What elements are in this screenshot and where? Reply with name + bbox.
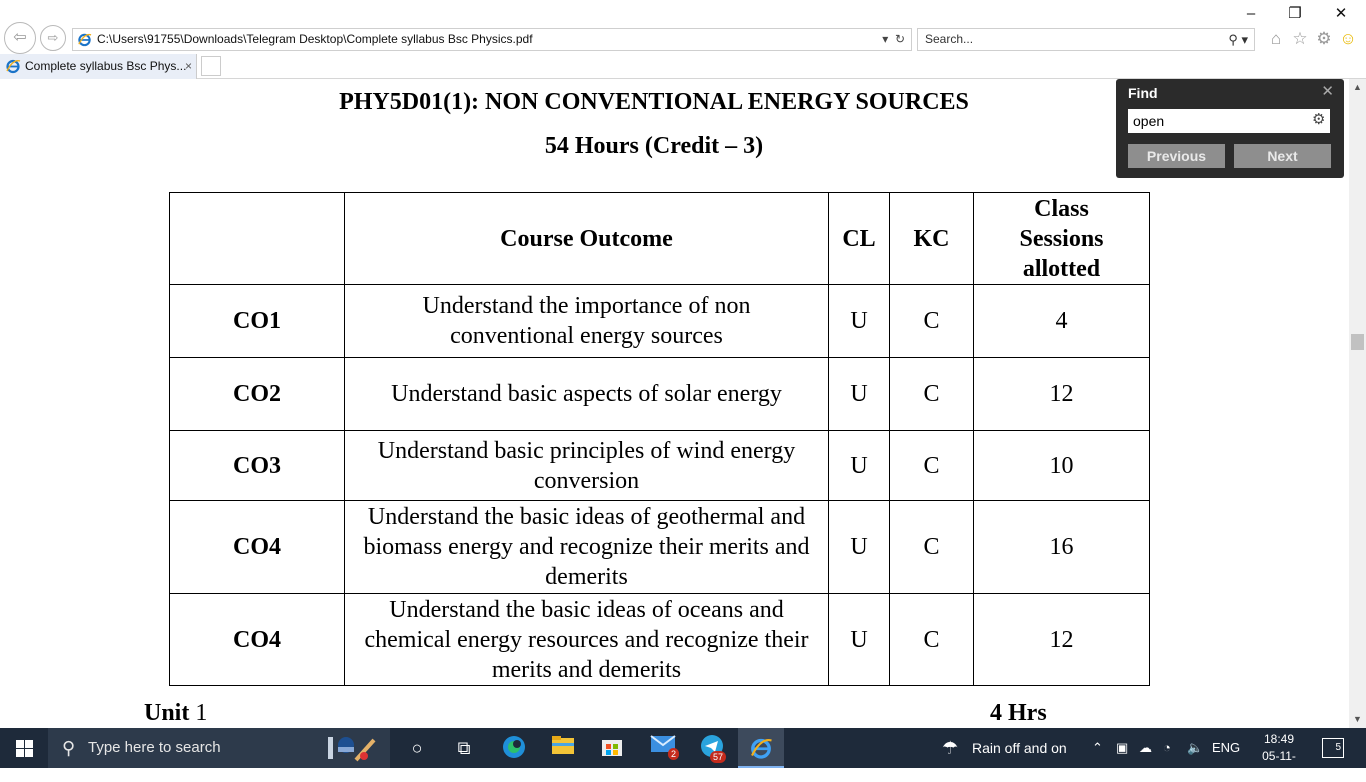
kc-cell: C (890, 358, 974, 431)
clock[interactable] (1250, 731, 1308, 782)
mail-badge: 2 (668, 748, 679, 760)
table-header-row (170, 193, 1150, 285)
internet-explorer-icon (749, 736, 773, 760)
scroll-down-icon[interactable]: ▼ (1353, 714, 1362, 724)
find-input[interactable] (1128, 109, 1330, 133)
sessions-cell: 4 (974, 285, 1150, 358)
kc-cell: C (890, 501, 974, 594)
outcome-cell: Understand basic aspects of solar energy (345, 358, 829, 431)
outcome-cell: Understand the basic ideas of geothermal and biomass energy and recognize their merits and demerits (345, 501, 829, 594)
dropdown-icon[interactable]: ▾ (882, 32, 889, 46)
kc-cell: C (890, 431, 974, 501)
file-explorer-icon[interactable] (549, 734, 577, 762)
cricket-search-highlight-icon (322, 734, 376, 762)
start-button[interactable] (0, 728, 48, 768)
taskbar-search-box[interactable] (48, 728, 390, 768)
unit-hours: 4 Hrs (990, 700, 1047, 726)
forward-button[interactable] (40, 25, 66, 51)
sessions-cell: 16 (974, 501, 1150, 594)
find-panel (1116, 79, 1344, 178)
co-id-cell: CO1 (170, 285, 345, 358)
scroll-up-icon[interactable]: ▲ (1353, 82, 1362, 92)
scroll-thumb[interactable] (1351, 334, 1364, 350)
co-id-cell: CO3 (170, 431, 345, 501)
weather-text: Rain off and on (972, 740, 1067, 756)
table-header: KC (890, 193, 974, 285)
microsoft-store-icon[interactable] (598, 734, 626, 762)
outcome-cell: Understand the importance of non conventional energy sources (345, 285, 829, 358)
cl-cell: U (829, 431, 890, 501)
cl-cell: U (829, 594, 890, 686)
unit-word: Unit (144, 700, 190, 726)
favorites-star-icon[interactable]: ☆ (1292, 29, 1308, 48)
tab-bar (0, 54, 1366, 79)
find-options-gear-icon[interactable]: ⚙ (1312, 111, 1326, 128)
kc-cell: C (890, 285, 974, 358)
find-previous-button[interactable]: Previous (1128, 144, 1225, 168)
find-close-icon[interactable]: ✕ (1321, 83, 1334, 100)
internet-explorer-taskbar-button[interactable] (738, 728, 784, 768)
co-id-cell: CO2 (170, 358, 345, 431)
document-title: PHY5D01(1): NON CONVENTIONAL ENERGY SOURCES (339, 89, 969, 115)
tab-title: Complete syllabus Bsc Phys... (25, 59, 187, 73)
address-bar[interactable] (72, 28, 912, 51)
find-title: Find (1128, 85, 1158, 101)
sessions-cell: 12 (974, 358, 1150, 431)
unit-number: 1 (195, 700, 208, 726)
table-header (170, 193, 345, 285)
search-dropdown-icon[interactable]: ▾ (1241, 32, 1248, 47)
restore-button[interactable]: ❐ (1288, 5, 1302, 22)
cortana-icon[interactable]: ○ (411, 738, 423, 758)
table-row (170, 594, 1150, 686)
search-icon[interactable]: ⚲ (1228, 32, 1238, 47)
tab-pdf[interactable] (0, 54, 197, 79)
new-tab-button[interactable] (201, 56, 221, 76)
table-row (170, 431, 1150, 501)
back-button[interactable] (4, 22, 36, 54)
mail-icon[interactable] (649, 734, 677, 762)
ie-tab-icon (5, 58, 21, 74)
taskbar-search-placeholder: Type here to search (88, 739, 221, 756)
task-view-icon[interactable]: ⧉ (457, 738, 471, 758)
weather-widget[interactable] (942, 728, 1067, 768)
arrow-left-icon: ⇦ (13, 29, 27, 46)
search-box[interactable] (917, 28, 1255, 51)
tab-close-icon[interactable]: × (184, 59, 192, 73)
feedback-smiley-icon[interactable]: ☺ (1339, 29, 1357, 48)
document-subtitle: 54 Hours (Credit – 3) (544, 133, 764, 159)
co-id-cell: CO4 (170, 501, 345, 594)
arrow-right-icon: ⇨ (47, 30, 59, 45)
notification-count: 5 (1335, 742, 1341, 753)
sessions-cell: 10 (974, 431, 1150, 501)
cl-cell: U (829, 501, 890, 594)
outcome-cell: Understand basic principles of wind energy conversion (345, 431, 829, 501)
settings-gear-icon[interactable]: ⚙ (1316, 29, 1332, 48)
table-row (170, 501, 1150, 594)
table-header: CL (829, 193, 890, 285)
co-id-cell: CO4 (170, 594, 345, 686)
onedrive-cloud-icon[interactable]: ☁ (1139, 740, 1152, 755)
rain-cloud-icon: ☂ (942, 738, 959, 758)
table-row (170, 358, 1150, 431)
cl-cell: U (829, 358, 890, 431)
course-outcome-table (169, 192, 1150, 686)
telegram-badge: 57 (710, 751, 726, 763)
edge-browser-icon[interactable] (500, 734, 528, 762)
ie-page-icon (77, 32, 92, 47)
meet-now-icon[interactable]: ▣ (1116, 740, 1129, 755)
telegram-icon[interactable] (698, 734, 726, 762)
windows-taskbar (0, 728, 1366, 780)
search-icon: ⚲ (62, 738, 76, 758)
notification-center-button[interactable] (1322, 738, 1344, 758)
browser-toolbar (0, 0, 1366, 54)
language-indicator[interactable]: ENG (1212, 740, 1241, 755)
find-next-button[interactable]: Next (1234, 144, 1331, 168)
clock-time: 18:49 (1263, 732, 1295, 746)
home-icon[interactable]: ⌂ (1270, 29, 1282, 48)
outcome-cell: Understand the basic ideas of oceans and chemical energy resources and recognize their merits and demerits (345, 594, 829, 686)
wifi-icon[interactable]: ◔ (1163, 740, 1171, 755)
table-header: Class Sessions allotted (974, 193, 1150, 285)
sessions-cell: 12 (974, 594, 1150, 686)
minimize-button[interactable]: – (1246, 5, 1256, 22)
table-header: Course Outcome (345, 193, 829, 285)
cl-cell: U (829, 285, 890, 358)
kc-cell: C (890, 594, 974, 686)
vertical-scrollbar[interactable] (1349, 79, 1366, 728)
clock-date: 05-11-2022 (1262, 749, 1296, 780)
close-window-button[interactable]: ✕ (1334, 5, 1348, 22)
table-row (170, 285, 1150, 358)
address-text: C:\Users\91755\Downloads\Telegram Desktop\Complete syllabus Bsc Physics.pdf (97, 32, 533, 46)
show-hidden-icons-chevron[interactable]: ⌃ (1092, 740, 1103, 755)
refresh-icon[interactable]: ↻ (894, 32, 905, 46)
search-placeholder: Search... (925, 32, 974, 46)
unit-heading (144, 700, 207, 727)
volume-icon[interactable]: 🔈 (1187, 740, 1204, 755)
